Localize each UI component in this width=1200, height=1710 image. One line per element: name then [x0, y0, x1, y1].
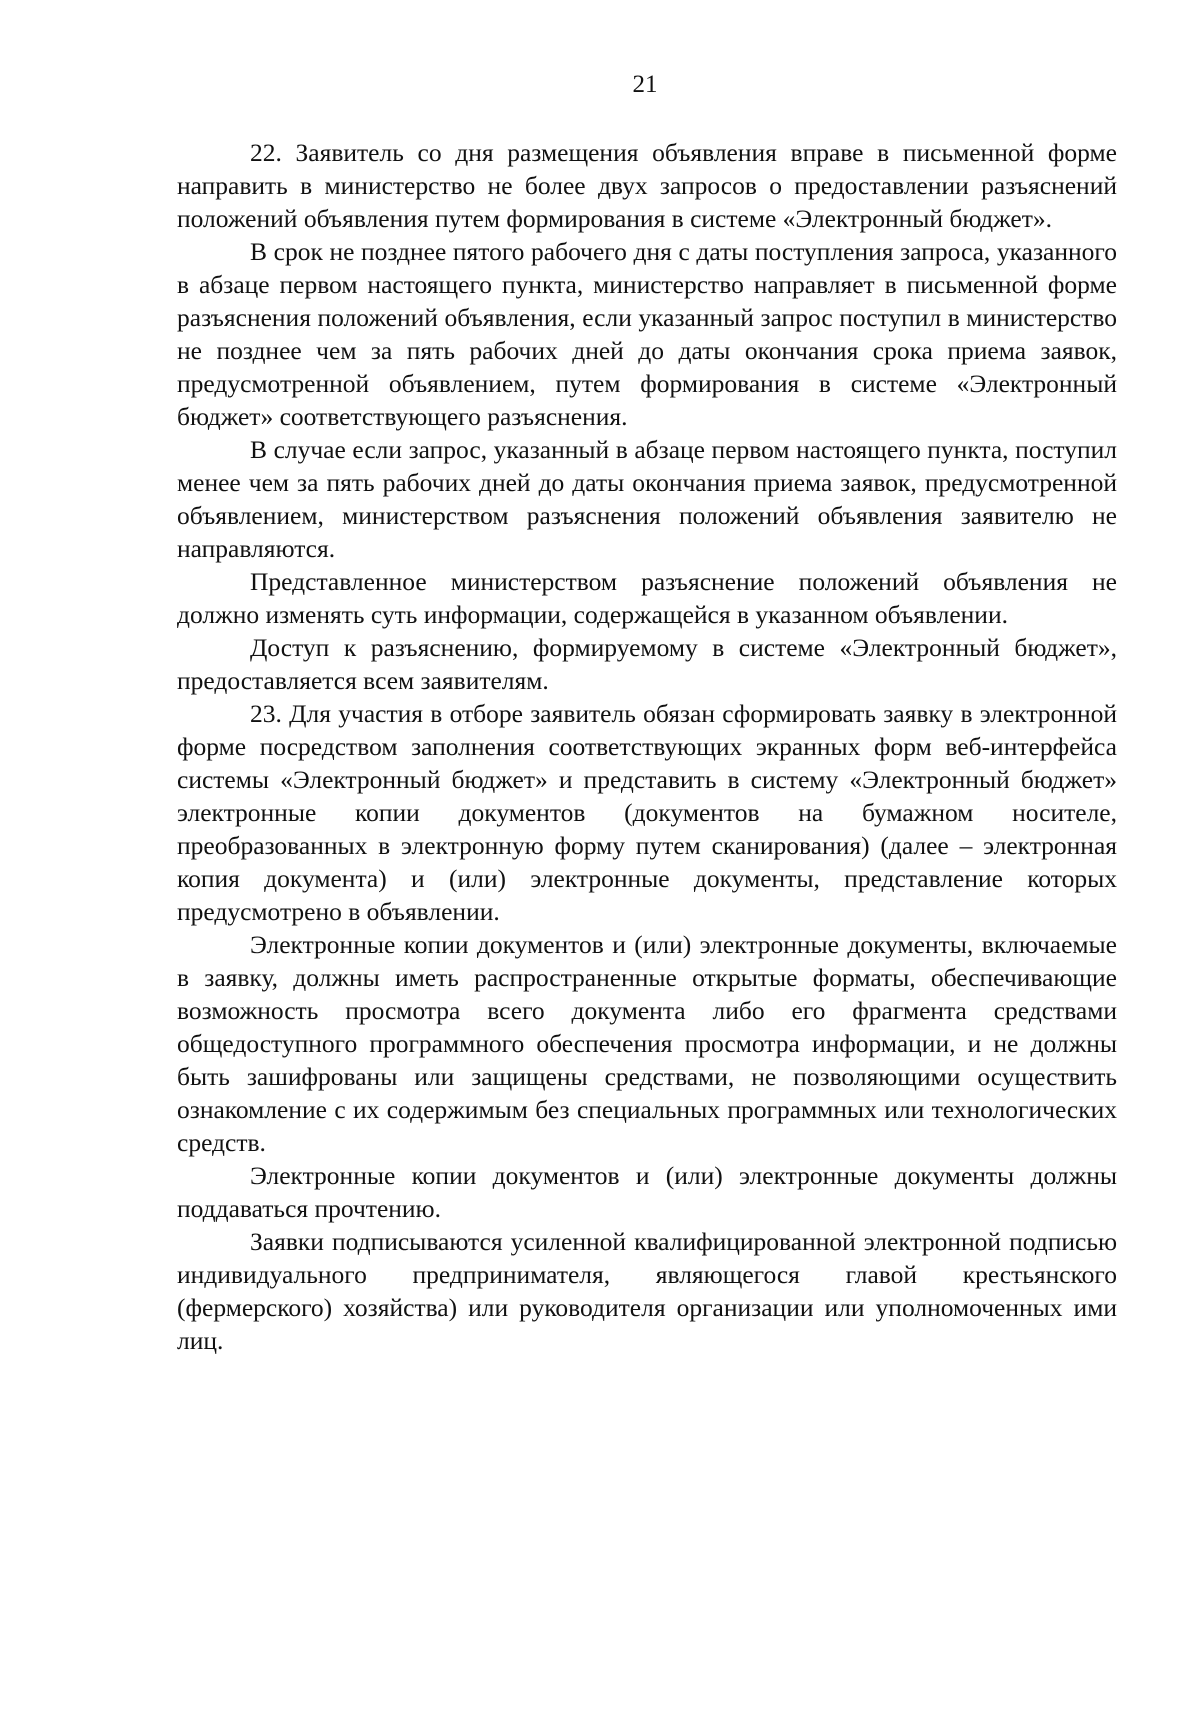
- paragraph-signature: Заявки подписываются усиленной квалифицированной электронной подписью индивидуального предпринимателя, являющегося главой крестьянского (фермерского) хозяйства) или руководителя организации или уполномоченных ими лиц.: [177, 1227, 1117, 1355]
- paragraph-clarification-access: Доступ к разъяснению, формируемому в системе «Электронный бюджет», предоставляется всем заявителям.: [177, 633, 1117, 695]
- paragraph-clarification-deadline: В срок не позднее пятого рабочего дня с даты поступления запроса, указанного в абзаце первом настоящего пункта, министерство направляет в письменной форме разъяснения положений объявления, если указанный запрос поступил в министерство не позднее чем за пять рабочих дней до даты окончания срока приема заявок, предусмотренной объявлением, путем формирования в системе «Электронный бюджет» соответствующего разъяснения.: [177, 237, 1117, 431]
- paragraph-readability: Электронные копии документов и (или) электронные документы должны поддаваться прочтению.: [177, 1161, 1117, 1223]
- paragraph-22-clarification-request: 22. Заявитель со дня размещения объявления вправе в письменной форме направить в министерство не более двух запросов о предоставлении разъяснений положений объявления путем формирования в системе «Электронный бюджет».: [177, 138, 1117, 233]
- page-number: 21: [632, 71, 658, 98]
- paragraph-late-request: В случае если запрос, указанный в абзаце первом настоящего пункта, поступил менее чем за пять рабочих дней до даты окончания приема заявок, предусмотренной объявлением, министерством разъяснения положений объявления заявителю не направляются.: [177, 435, 1117, 563]
- paragraph-clarification-content: Представленное министерством разъяснение положений объявления не должно изменять суть информации, содержащейся в указанном объявлении.: [177, 567, 1117, 629]
- paragraph-file-formats: Электронные копии документов и (или) электронные документы, включаемые в заявку, должны иметь распространенные открытые форматы, обеспечивающие возможность просмотра всего документа либо его фрагмента средствами общедоступного программного обеспечения просмотра информации, и не должны быть зашифрованы или защищены средствами, не позволяющими осуществить ознакомление с их содержимым без специальных программных или технологических средств.: [177, 930, 1117, 1157]
- document-body: [177, 136, 1117, 1357]
- paragraph-23-application-form: 23. Для участия в отборе заявитель обязан сформировать заявку в электронной форме посредством заполнения соответствующих экранных форм веб-интерфейса системы «Электронный бюджет» и представить в систему «Электронный бюджет» электронные копии документов (документов на бумажном носителе, преобразованных в электронную форму путем сканирования) (далее – электронная копия документа) и (или) электронные документы, представление которых предусмотрено в объявлении.: [177, 699, 1117, 926]
